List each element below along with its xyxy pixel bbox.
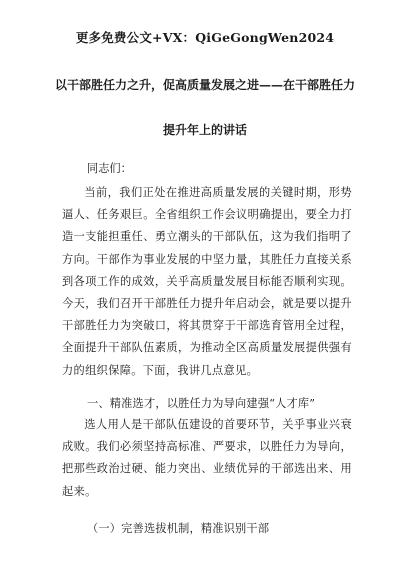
intro-paragraph-block: [62, 182, 352, 382]
intro-paragraph: 当前，我们正处在推进高质量发展的关键时期，形势逼人、任务艰巨。全省组织工作会议明确提出，要全力打造一支能担重任、勇立潮头的干部队伍，这为我们指明了方向。干部作为事业发展的中坚力量，其胜任力直接关系到各项工作的成效，关乎高质量发展目标能否顺利实现。今天，我们召开干部胜任力提升年启动会，就是要以提升干部胜任力为突破口，将其贯穿于干部选育管用全过程，全面提升干部队伍素质，为推动全区高质量发展提供强有力的组织保障。下面，我讲几点意见。: [62, 186, 352, 377]
salutation: 同志们：: [87, 162, 132, 175]
section-heading-1: 一、精准选才，以胜任力为导向建强“人才库”: [87, 397, 316, 410]
section-paragraph: 选人用人是干部队伍建设的首要环节，关乎事业兴衰成败。我们必须坚持高标准、严要求，以胜任力为导向，把那些政治过硬、能力突出、业绩优异的干部选出来、用起来。: [62, 418, 352, 498]
subsection-heading-1: （一）完善选拔机制，精准识别干部: [87, 522, 270, 535]
promo-header: 更多免费公文+VX：QiGeGongWen2024: [75, 30, 335, 45]
section-paragraph-block: [62, 414, 352, 503]
speech-title-continued: 提升年上的讲话: [162, 123, 247, 137]
speech-title: 以干部胜任力之升，促高质量发展之进——在干部胜任力: [54, 78, 355, 92]
